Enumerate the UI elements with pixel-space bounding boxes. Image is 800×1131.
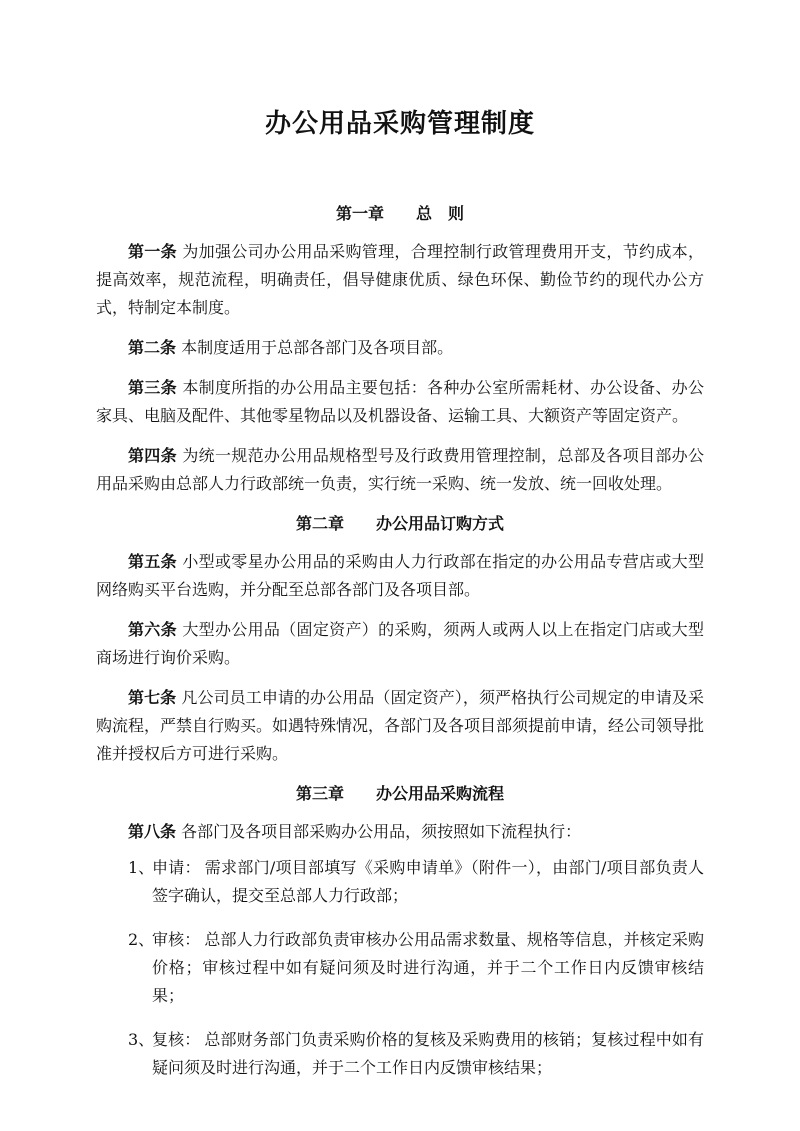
step-text: 总部财务部门负责采购价格的复核及采购费用的核销；复核过程中如有疑问须及时进行沟通，并于二个工作日内反馈审核结果； bbox=[152, 1030, 704, 1077]
article-text: 各部门及各项目部采购办公用品，须按照如下流程执行： bbox=[181, 822, 582, 841]
article-text: 小型或零星办公用品的采购由人力行政部在指定的办公用品专营店或大型网络购买平台选购，并分配至总部各部门及各项目部。 bbox=[96, 552, 704, 599]
step-number: 1、 bbox=[128, 858, 155, 877]
chapter-heading: 第一章 总 则 bbox=[335, 204, 464, 223]
step-text: 需求部门/项目部填写《采购申请单》（附件一），由部门/项目部负责人签字确认，提交至总部人力行政部； bbox=[152, 858, 704, 905]
procedure-step bbox=[96, 1026, 704, 1082]
article-label: 第二条 bbox=[128, 338, 177, 357]
article-paragraph bbox=[96, 548, 704, 604]
article-paragraph bbox=[96, 374, 704, 430]
article-label: 第七条 bbox=[128, 688, 177, 707]
article-paragraph bbox=[96, 442, 704, 498]
document-title: 办公用品采购管理制度 bbox=[264, 109, 535, 139]
article-paragraph bbox=[96, 238, 704, 322]
article-paragraph bbox=[96, 684, 704, 768]
article-paragraph bbox=[96, 334, 704, 362]
article-paragraph bbox=[96, 616, 704, 672]
article-text: 凡公司员工申请的办公用品（固定资产），须严格执行公司规定的申请及采购流程，严禁自行购买。如遇特殊情况，各部门及各项目部须提前申请，经公司领导批准并授权后方可进行采购。 bbox=[96, 688, 705, 763]
step-label: 审核： bbox=[152, 930, 201, 949]
article-label: 第五条 bbox=[128, 552, 177, 571]
article-label: 第一条 bbox=[128, 242, 177, 261]
chapter-heading: 第三章 办公用品采购流程 bbox=[295, 784, 504, 803]
article-label: 第六条 bbox=[128, 620, 177, 639]
step-number: 2、 bbox=[128, 930, 155, 949]
procedure-step bbox=[96, 926, 704, 1010]
step-label: 复核： bbox=[152, 1030, 201, 1049]
article-text: 本制度适用于总部各部门及各项目部。 bbox=[181, 338, 454, 357]
article-label: 第八条 bbox=[128, 822, 177, 841]
step-number: 3、 bbox=[128, 1030, 155, 1049]
procedure-step bbox=[96, 854, 704, 910]
chapter-heading: 第二章 办公用品订购方式 bbox=[295, 514, 504, 533]
article-paragraph bbox=[96, 818, 704, 846]
article-label: 第四条 bbox=[128, 446, 177, 465]
article-text: 为加强公司办公用品采购管理，合理控制行政管理费用开支，节约成本，提高效率，规范流程，明确责任，倡导健康优质、绿色环保、勤俭节约的现代办公方式，特制定本制度。 bbox=[96, 242, 704, 317]
step-label: 申请： bbox=[152, 858, 201, 877]
article-text: 大型办公用品（固定资产）的采购，须两人或两人以上在指定门店或大型商场进行询价采购。 bbox=[96, 620, 704, 667]
step-text: 总部人力行政部负责审核办公用品需求数量、规格等信息，并核定采购价格；审核过程中如有疑问须及时进行沟通，并于二个工作日内反馈审核结果； bbox=[152, 930, 704, 1005]
article-text: 本制度所指的办公用品主要包括：各种办公室所需耗材、办公设备、办公家具、电脑及配件、其他零星物品以及机器设备、运输工具、大额资产等固定资产。 bbox=[96, 378, 704, 425]
article-label: 第三条 bbox=[128, 378, 177, 397]
article-text: 为统一规范办公用品规格型号及行政费用管理控制，总部及各项目部办公用品采购由总部人力行政部统一负责，实行统一采购、统一发放、统一回收处理。 bbox=[96, 446, 704, 493]
